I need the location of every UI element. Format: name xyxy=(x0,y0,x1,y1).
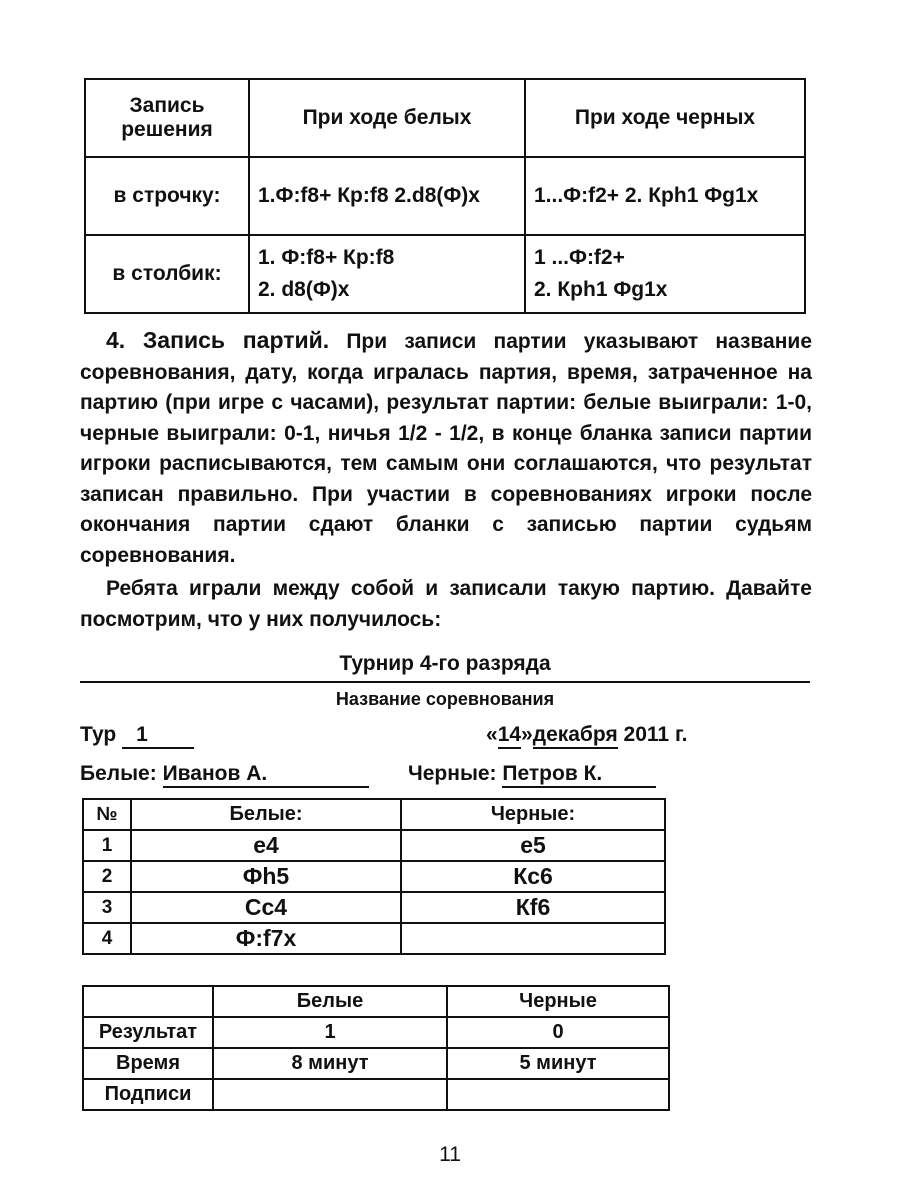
section-4-paragraph xyxy=(80,325,812,571)
result-table xyxy=(82,985,670,1111)
notation-header-white: При ходе белых xyxy=(249,79,525,157)
intro-text: Ребята играли между собой и записали такую партию. Давайте посмотрим, что у них получилось: xyxy=(80,577,812,631)
result-black-value: 5 минут xyxy=(447,1048,669,1079)
white-move: Cc4 xyxy=(131,892,401,923)
notation-black-column xyxy=(525,235,805,313)
white-player-line xyxy=(80,762,369,788)
notation-white-line: 1.Ф:f8+ Кр:f8 2.d8(Ф)х xyxy=(249,157,525,235)
black-move: e5 xyxy=(401,830,665,861)
notation-row-label: в строчку: xyxy=(85,157,249,235)
notation-header-black: При ходе черных xyxy=(525,79,805,157)
date-day: 14 xyxy=(498,723,521,749)
notation-header-row xyxy=(85,79,805,157)
result-header-white: Белые xyxy=(213,986,447,1017)
move-number: 3 xyxy=(83,892,131,923)
notation-row-line xyxy=(85,157,805,235)
moves-table xyxy=(82,798,666,955)
result-header-empty xyxy=(83,986,213,1017)
black-move: Кc6 xyxy=(401,861,665,892)
white-move: Ф:f7х xyxy=(131,923,401,954)
table-row xyxy=(83,1017,669,1048)
date-close-quote: » xyxy=(521,723,533,746)
black-player-name: Петров К. xyxy=(502,762,656,788)
table-row xyxy=(83,892,665,923)
tournament-title: Турнир 4-го разряда xyxy=(339,652,551,675)
move-number: 4 xyxy=(83,923,131,954)
result-row-label: Время xyxy=(83,1048,213,1079)
result-row-label: Подписи xyxy=(83,1079,213,1110)
notation-table xyxy=(84,78,806,314)
black-move: Кf6 xyxy=(401,892,665,923)
move-number: 1 xyxy=(83,830,131,861)
white-move: e4 xyxy=(131,830,401,861)
notation-header-record: Запись решения xyxy=(85,79,249,157)
table-row xyxy=(83,923,665,954)
table-row xyxy=(83,861,665,892)
result-header-black: Черные xyxy=(447,986,669,1017)
moves-header-row xyxy=(83,799,665,830)
date-month: декабря xyxy=(533,723,618,749)
section-4-title: 4. Запись партий. xyxy=(106,327,330,353)
result-header-row xyxy=(83,986,669,1017)
round-line xyxy=(80,723,194,749)
white-player-name: Иванов А. xyxy=(163,762,369,788)
notation-black-line: 1...Ф:f2+ 2. Крh1 Фg1х xyxy=(525,157,805,235)
black-player-line xyxy=(408,762,656,788)
notation-white-column xyxy=(249,235,525,313)
page-number: 11 xyxy=(439,1143,461,1166)
round-value: 1 xyxy=(122,723,194,749)
date-line xyxy=(486,723,687,749)
notation-row-column xyxy=(85,235,805,313)
result-black-value xyxy=(447,1079,669,1110)
result-white-value xyxy=(213,1079,447,1110)
moves-header-number: № xyxy=(83,799,131,830)
table-row xyxy=(83,1079,669,1110)
result-black-value: 0 xyxy=(447,1017,669,1048)
tournament-underline xyxy=(80,681,810,683)
result-white-value: 8 минут xyxy=(213,1048,447,1079)
table-row xyxy=(83,830,665,861)
moves-header-black: Черные: xyxy=(401,799,665,830)
move-number: 2 xyxy=(83,861,131,892)
competition-label: Название соревнования xyxy=(335,689,555,709)
round-label: Тур xyxy=(80,723,117,746)
notation-move-line: 1. Ф:f8+ Кр:f8 xyxy=(258,246,395,269)
date-year: 2011 г. xyxy=(617,723,688,746)
notation-move-line: 1 ...Ф:f2+ xyxy=(534,246,625,269)
result-white-value: 1 xyxy=(213,1017,447,1048)
section-4-text: При записи партии указывают название соревнования, дату, когда игралась партия, время, затраченное на партию (при игре с часами), результат партии: белые выиграли: 1-0, черные выиграли: 0-1, ничья 1/2 - 1/2, в конце бланка записи партии игроки расписываются, тем самым они соглашаются, что результат записан правильно. При участии в соревнованиях игроки после окончания партии сдают бланки с записью партии судьям соревнования. xyxy=(80,330,812,567)
notation-move-line: 2. d8(Ф)х xyxy=(258,278,350,301)
date-open-quote: « xyxy=(486,723,498,746)
notation-row-label: в столбик: xyxy=(85,235,249,313)
moves-header-white: Белые: xyxy=(131,799,401,830)
black-label: Черные: xyxy=(408,762,497,785)
intro-paragraph xyxy=(80,574,812,635)
result-row-label: Результат xyxy=(83,1017,213,1048)
table-row xyxy=(83,1048,669,1079)
white-move: Фh5 xyxy=(131,861,401,892)
white-label: Белые: xyxy=(80,762,157,785)
notation-move-line: 2. Крh1 Фg1х xyxy=(534,278,668,301)
black-move xyxy=(401,923,665,954)
